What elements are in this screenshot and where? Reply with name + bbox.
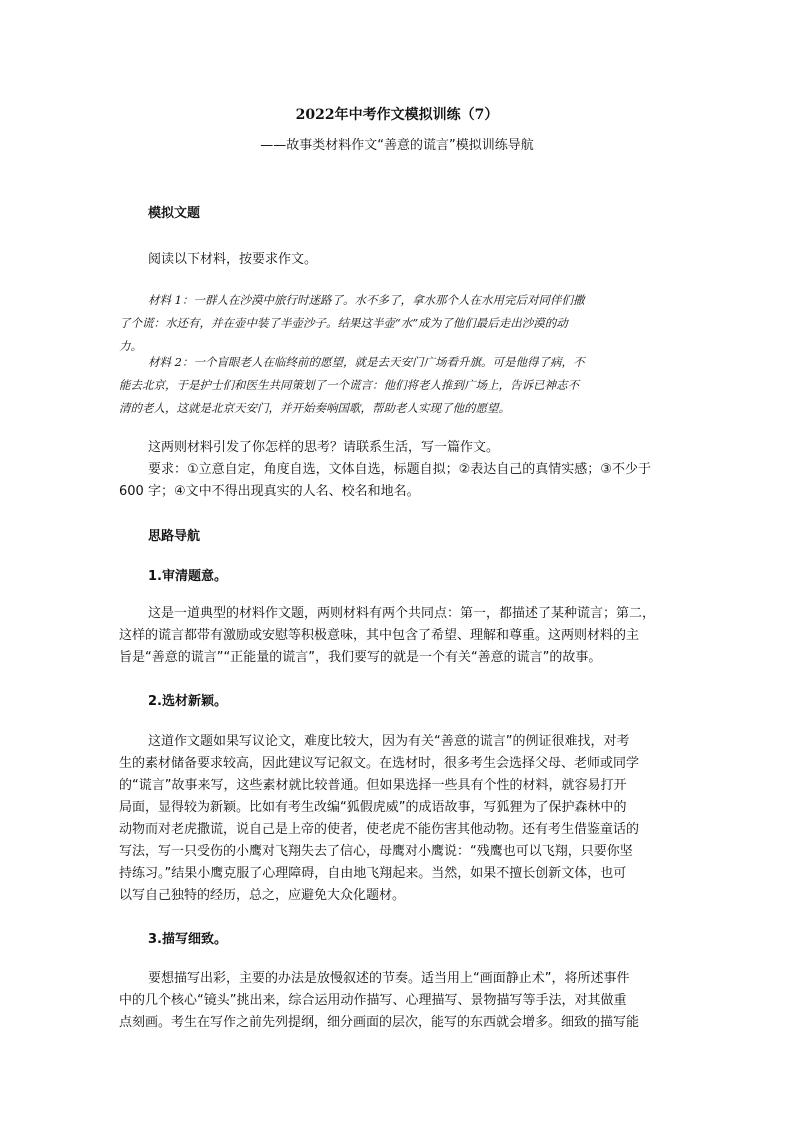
- point-1-line-3: 旨是“善意的谎言”“正能量的谎言”，我们要写的就是一个有关“善意的谎言”的故事。: [119, 650, 602, 665]
- requirements-line-1: 要求：①立意自定，角度自选，文体自选，标题自拟；②表达自己的真情实感；③不少于: [148, 462, 651, 477]
- point-2-line-8: 以写自己独特的经历，总之，应避免大众化题材。: [119, 888, 406, 903]
- point-2-heading: 2.选材新颖。: [148, 694, 227, 709]
- point-2-line-6: 写法，写一只受伤的小鹰对飞翔失去了信心，母鹰对小鹰说：“残鹰也可以飞翔，只要你坚: [119, 844, 633, 859]
- prompt-question: 这两则材料引发了你怎样的思考？请联系生活，写一篇作文。: [148, 440, 500, 455]
- point-2-line-2: 生的素材储备要求较高，因此建议写记叙文。在选材时，很多考生会选择父母、老师或同学: [119, 756, 640, 771]
- prompt-instruction: 阅读以下材料，按要求作文。: [148, 252, 318, 267]
- point-1-line-1: 这是一道典型的材料作文题，两则材料有两个共同点：第一，都描述了某种谎言；第二，: [148, 606, 656, 621]
- point-3-line-1: 要想描写出彩，主要的办法是放慢叙述的节奏。适当用上“画面静止术”，将所述事件: [148, 971, 630, 986]
- point-2-line-4: 局面，显得较为新颖。比如有考生改编“狐假虎威”的成语故事，写狐狸为了保护森林中的: [119, 800, 627, 815]
- material-2-line-2: 能去北京，于是护士们和医生共同策划了一个谎言：他们将老人推到广场上，告诉已神志不: [119, 378, 579, 392]
- document-title: 2022年中考作文模拟训练（7）: [295, 107, 499, 123]
- document-subtitle: ——故事类材料作文“善意的谎言”模拟训练导航: [260, 138, 534, 153]
- point-1-heading: 1.审清题意。: [148, 569, 227, 584]
- point-2-line-7: 持练习。”结果小鹰克服了心理障碍，自由地飞翔起来。当然，如果不擅长创新文体，也可: [119, 866, 627, 881]
- point-3-line-3: 点刻画。考生在写作之前先列提纲，细分画面的层次，能写的东西就会增多。细致的描写能: [119, 1015, 640, 1030]
- material-1-line-1: 材料 1：一群人在沙漠中旅行时迷路了。水不多了，拿水那个人在水用完后对同伴们撒: [148, 293, 585, 307]
- material-2-line-3: 清的老人，这就是北京天安门，并开始奏响国歌，帮助老人实现了他的愿望。: [119, 401, 510, 415]
- point-3-heading: 3.描写细致。: [148, 932, 227, 947]
- point-2-line-3: 的“谎言”故事来写，这些素材就比较普通。但如果选择一些具有个性的材料，就容易打开: [119, 778, 627, 793]
- point-2-line-5: 动物而对老虎撒谎，说自己是上帝的使者，使老虎不能伤害其他动物。还有考生借鉴童话的: [119, 822, 640, 837]
- section-heading-prompt: 模拟文题: [148, 206, 201, 221]
- section-heading-guide: 思路导航: [148, 529, 201, 544]
- point-2-line-1: 这道作文题如果写议论文，难度比较大，因为有关“善意的谎言”的例证很难找，对考: [148, 734, 630, 749]
- material-1-line-2: 了个谎：水还有，并在壶中装了半壶沙子。结果这半壶“水”成为了他们最后走出沙漠的动: [119, 316, 568, 330]
- requirements-line-2: 600 字；④文中不得出现真实的人名、校名和地名。: [119, 484, 420, 499]
- material-1-line-3: 力。: [119, 339, 142, 353]
- point-1-line-2: 这样的谎言都带有激励或安慰等积极意味，其中包含了希望、理解和尊重。这两则材料的主: [119, 628, 640, 643]
- material-2-line-1: 材料 2：一个盲眼老人在临终前的愿望，就是去天安门广场看升旗。可是他得了病，不: [148, 355, 585, 369]
- point-3-line-2: 中的几个核心“镜头”挑出来，综合运用动作描写、心理描写、景物描写等手法，对其做重: [119, 993, 627, 1008]
